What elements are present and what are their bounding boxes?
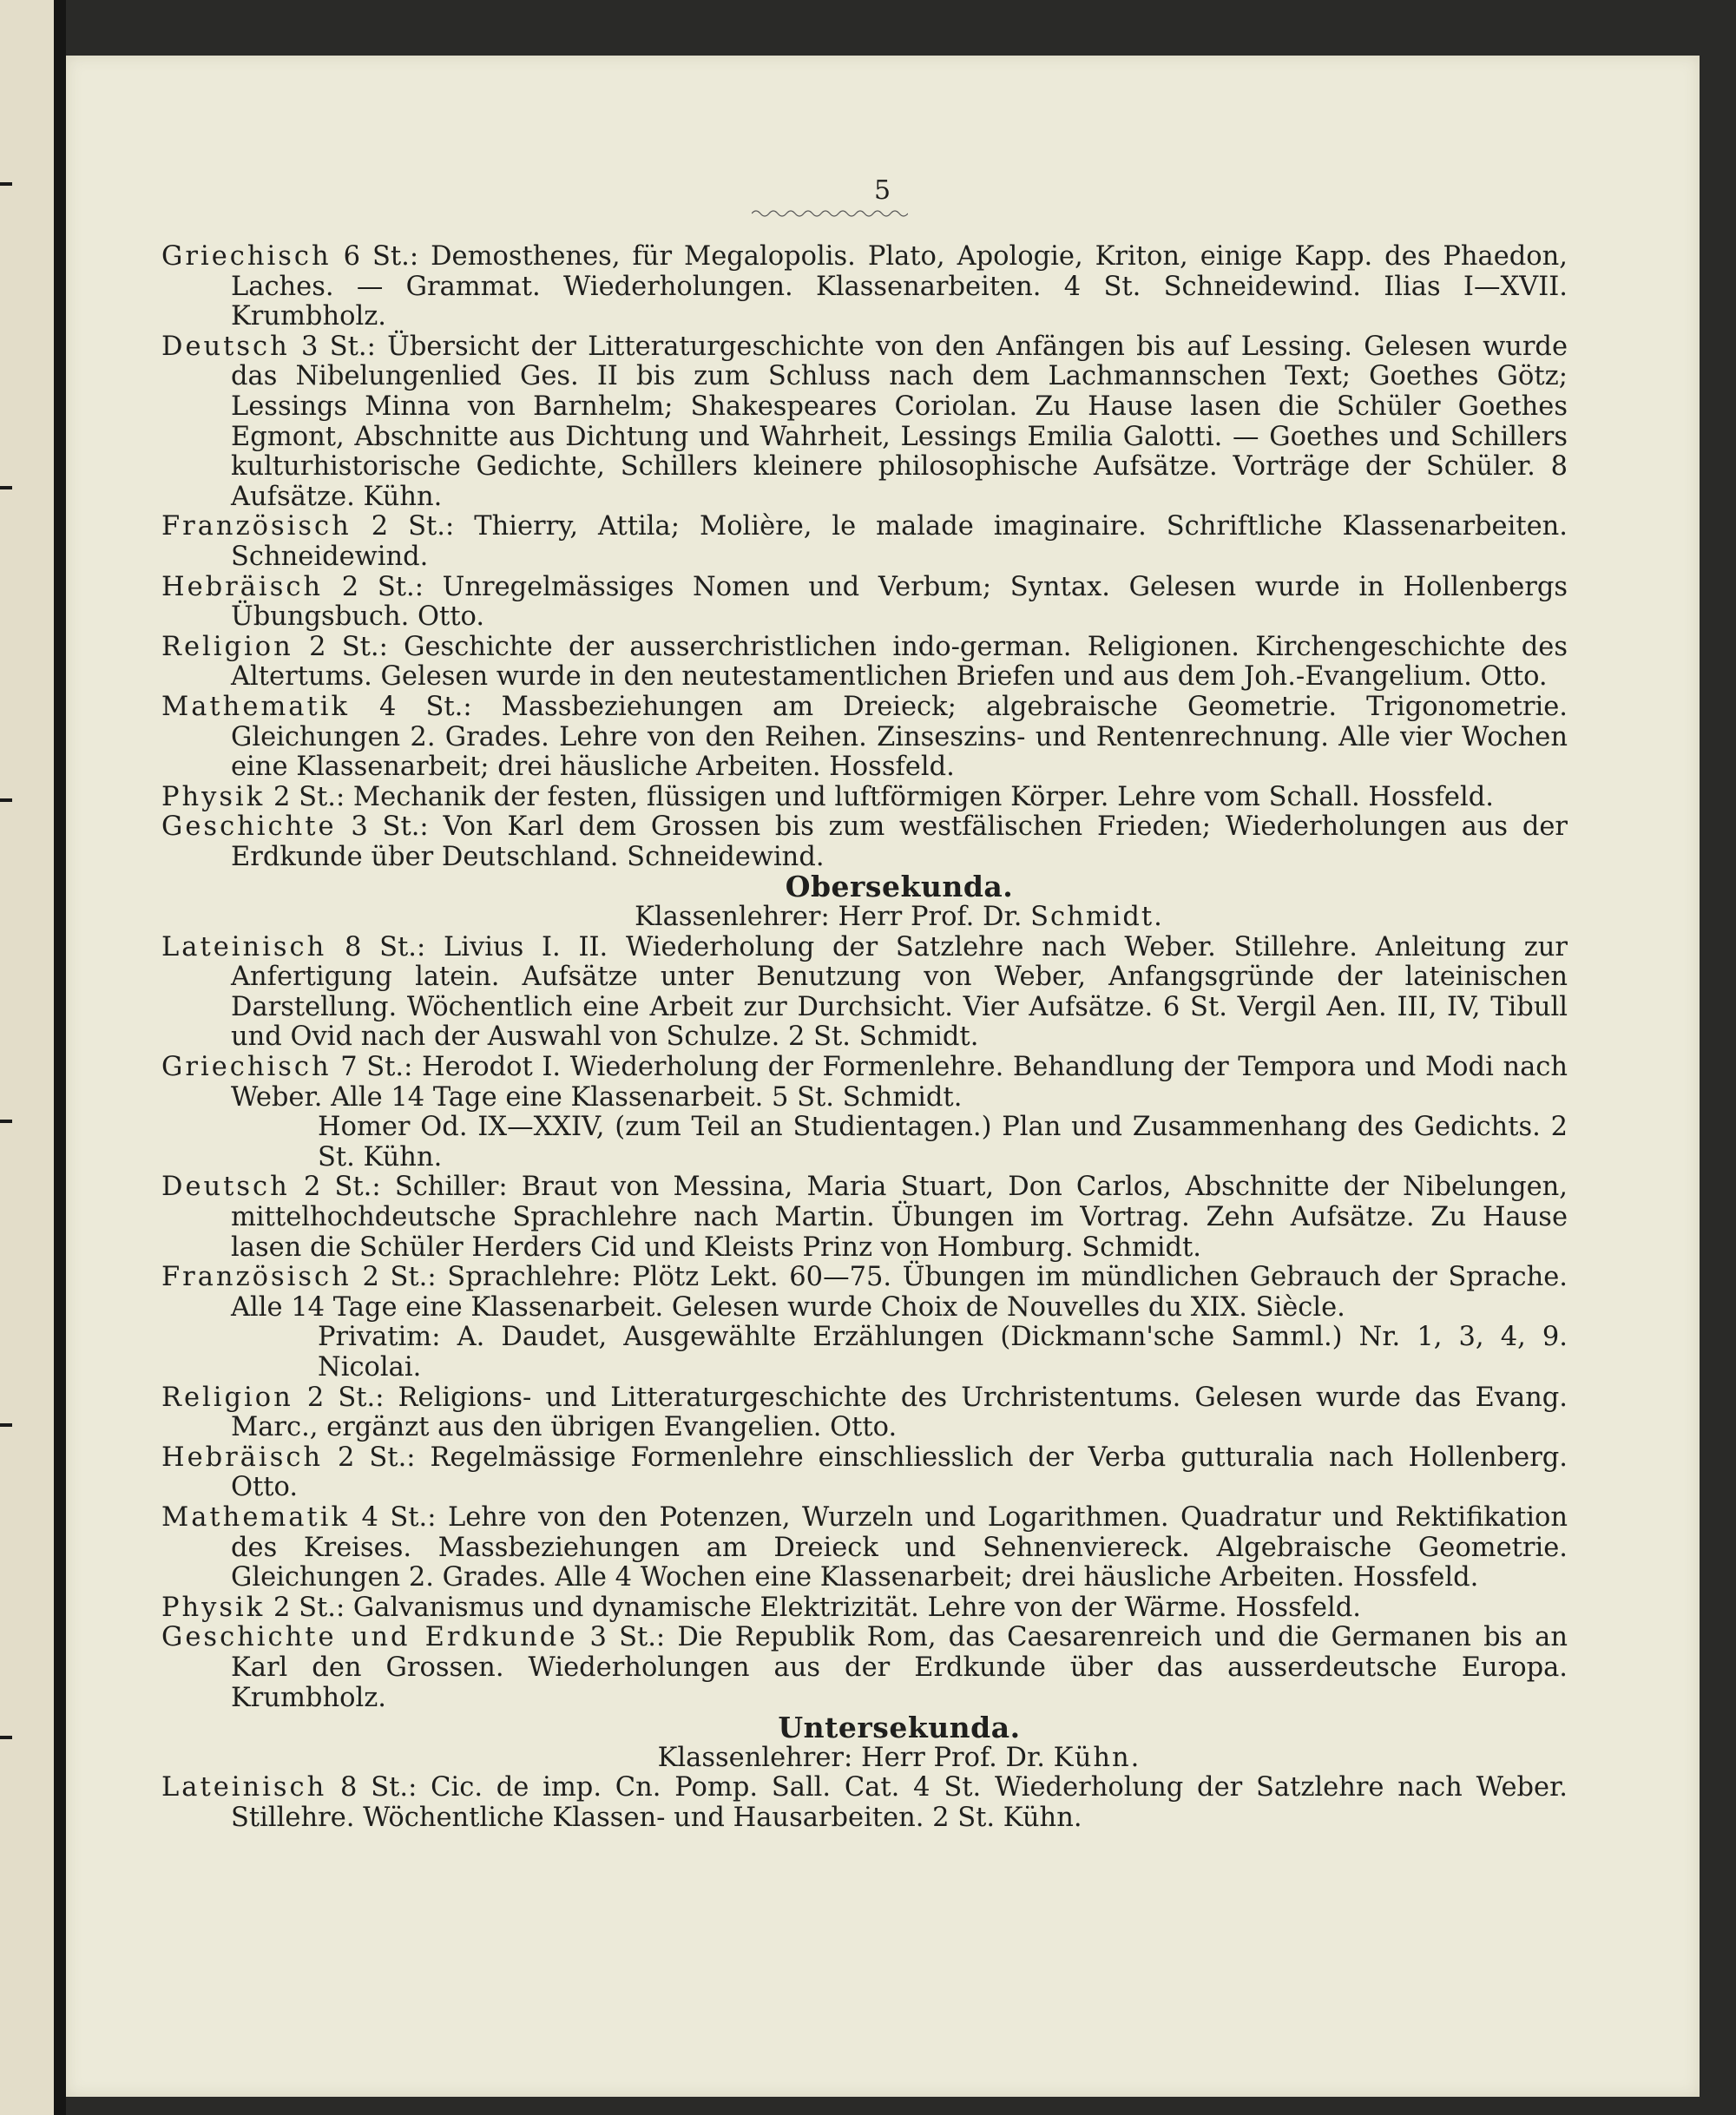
subject-name: Physik: [161, 781, 266, 812]
curriculum-entry: [161, 1443, 1568, 1503]
section-title-obersekunda: Obersekunda.: [785, 870, 1014, 904]
entry-text: 2 St.: Unregelmässiges Nomen und Verbum; Syntax. Gelesen wurde in Hollenbergs Übungsbuch. Otto.: [231, 571, 1568, 633]
curriculum-entry: [161, 633, 1568, 693]
prima-entries: [161, 242, 1568, 872]
entry-text: 8 St.: Cic. de imp. Cn. Pomp. Sall. Cat. 4 St. Wiederholung der Satzlehre nach Weber. Stillehre. Wöchentliche Klassen- und Hausarbeiten. 2 St. Kühn.: [231, 1772, 1568, 1833]
page-number: 5: [873, 175, 892, 206]
curriculum-entry: [161, 573, 1568, 633]
entry-text: 6 St.: Demosthenes, für Megalopolis. Plato, Apologie, Kriton, einige Kapp. des Phaedon, Laches. — Grammat. Wiederholungen. Klassenarbeiten. 4 St. Schneidewind. Ilias I—XVII. Krumbholz.: [231, 241, 1568, 332]
curriculum-entry: [161, 812, 1568, 872]
entry-text: 4 St.: Lehre von den Potenzen, Wurzeln und Logarithmen. Quadratur und Rektifikation des Kreises. Massbeziehungen am Dreieck und Sehnenviereck. Algebraische Geometrie. Gleichungen 2. Grades. Alle 4 Wochen eine Klassenarbeit; drei häusliche Arbeiten. Hossfeld.: [231, 1501, 1568, 1593]
curriculum-entry: [161, 1593, 1568, 1624]
binding-mark: [0, 486, 12, 489]
subject-name: Geschichte und Erdkunde: [161, 1622, 578, 1653]
entry-text: 2 St.: Geschichte der ausserchristlichen indo-german. Religionen. Kirchengeschichte des Altertums. Gelesen wurde in den neutestamentlichen Briefen und aus dem Joh.-Evangelium. Otto.: [231, 631, 1568, 693]
document-page: [66, 56, 1700, 2097]
entry-text: 2 St.: Sprachlehre: Plötz Lekt. 60—75. Übungen im mündlichen Gebrauch der Sprache. Alle 14 Tage eine Klassenarbeit. Gelesen wurde Choix de Nouvelles du XIX. Siècle.: [231, 1262, 1568, 1323]
teacher-name: Kühn.: [1053, 1742, 1141, 1773]
teacher-label: Klassenlehrer: Herr Prof. Dr.: [635, 902, 1031, 933]
curriculum-entry: [161, 1383, 1568, 1443]
subject-name: Französisch: [161, 1262, 352, 1293]
binding-mark: [0, 1423, 12, 1427]
entry-text: 3 St.: Die Republik Rom, das Caesarenreich und die Germanen bis an Karl den Grossen. Wiederholungen aus der Erdkunde über das ausserdeutsche Europa. Krumbholz.: [231, 1622, 1568, 1713]
subject-name: Hebräisch: [161, 571, 324, 602]
class-teacher-untersekunda: [161, 1744, 1568, 1774]
obersekunda-entries: [161, 933, 1568, 1713]
untersekunda-entries: [161, 1773, 1568, 1833]
binding-mark: [0, 798, 12, 802]
curriculum-entry: [161, 933, 1568, 1053]
subject-name: Französisch: [161, 511, 352, 542]
curriculum-entry: [161, 1503, 1568, 1593]
subject-name: Griechisch: [161, 1052, 332, 1083]
subject-name: Hebräisch: [161, 1442, 324, 1473]
entry-text: Homer Od. IX—XXIV, (zum Teil an Studientagen.) Plan und Zusammenhang des Gedichts. 2 St. Kühn.: [318, 1112, 1568, 1172]
subject-name: Religion: [161, 1382, 293, 1413]
curriculum-entry: [161, 1053, 1568, 1113]
previous-page-edge: [0, 0, 54, 2115]
entry-extra-note: Privatim: A. Daudet, Ausgewählte Erzählungen (Dickmann'sche Samml.) Nr. 1, 3, 4, 9. Nicolai.: [318, 1322, 1568, 1383]
wavy-rule-ornament: [752, 208, 908, 219]
teacher-label: Klassenlehrer: Herr Prof. Dr.: [657, 1742, 1054, 1773]
entry-text: 2 St.: Regelmässige Formenlehre einschliesslich der Verba gutturalia nach Hollenberg. Otto.: [231, 1442, 1568, 1503]
binding-mark: [0, 182, 12, 186]
entry-text: 3 St.: Übersicht der Litteraturgeschichte von den Anfängen bis auf Lessing. Gelesen wurde das Nibelungenlied Ges. II bis zum Schluss nach dem Lachmannschen Text; Goethes Götz; Lessings Minna von Barnhelm; Shakespeares Coriolan. Zu Hause lasen die Schüler Goethes Egmont, Abschnitte aus Dichtung und Wahrheit, Lessings Emilia Galotti. — Goethes und Schillers kulturhistorische Gedichte, Schillers kleinere philosophische Aufsätze. Vorträge der Schüler. 8 Aufsätze. Kühn.: [231, 331, 1568, 512]
teacher-name: Schmidt.: [1030, 902, 1164, 933]
entry-text: 2 St.: Thierry, Attila; Molière, le malade imaginaire. Schriftliche Klassenarbeiten. Schneidewind.: [231, 511, 1568, 572]
entry-text: 3 St.: Von Karl dem Grossen bis zum westfälischen Frieden; Wiederholungen aus der Erdkunde über Deutschland. Schneidewind.: [231, 811, 1568, 872]
entry-text: 2 St.: Schiller: Braut von Messina, Maria Stuart, Don Carlos, Abschnitte der Nibelungen, mittelhochdeutsche Sprachlehre nach Martin. Übungen im Vortrag. Zehn Aufsätze. Zu Hause lasen die Schüler Herders Cid und Kleists Prinz von Homburg. Schmidt.: [231, 1172, 1568, 1263]
class-teacher-obersekunda: [161, 903, 1568, 933]
curriculum-entry: [161, 693, 1568, 783]
document-body: [161, 242, 1568, 1833]
curriculum-entry: [161, 783, 1568, 813]
subject-name: Physik: [161, 1592, 266, 1623]
subject-name: Griechisch: [161, 241, 332, 272]
entry-text: 2 St.: Mechanik der festen, flüssigen und luftförmigen Körper. Lehre vom Schall. Hossfeld.: [265, 781, 1494, 812]
subject-name: Lateinisch: [161, 1772, 327, 1803]
entry-text: 2 St.: Galvanismus und dynamische Elektrizität. Lehre von der Wärme. Hossfeld.: [265, 1592, 1361, 1623]
curriculum-entry: [161, 1172, 1568, 1263]
subject-name: Mathematik: [161, 691, 350, 722]
entry-text: 7 St.: Herodot I. Wiederholung der Formenlehre. Behandlung der Tempora und Modi nach Weber. Alle 14 Tage eine Klassenarbeit. 5 St. Schmidt.: [231, 1052, 1568, 1113]
subject-name: Mathematik: [161, 1501, 350, 1533]
subject-name: Religion: [161, 631, 293, 662]
binding-mark: [0, 1736, 12, 1739]
entry-text: 4 St.: Massbeziehungen am Dreieck; algebraische Geometrie. Trigonometrie. Gleichungen 2. Grades. Lehre von den Reihen. Zinseszins- und Rentenrechnung. Alle vier Wochen eine Klassenarbeit; drei häusliche Arbeiten. Hossfeld.: [231, 691, 1568, 783]
curriculum-entry: [161, 1263, 1568, 1323]
subject-name: Lateinisch: [161, 931, 327, 962]
entry-text: 8 St.: Livius I. II. Wiederholung der Satzlehre nach Weber. Stillehre. Anleitung zur Anfertigung latein. Aufsätze unter Benutzung von Weber, Anfangsgründe der lateinischen Darstellung. Wöchentlich eine Arbeit zur Durchsicht. Vier Aufsätze. 6 St. Vergil Aen. III, IV, Tibull und Ovid nach der Auswahl von Schulze. 2 St. Schmidt.: [231, 931, 1568, 1053]
curriculum-entry: [161, 512, 1568, 572]
curriculum-entry: [161, 332, 1568, 513]
curriculum-entry: [161, 1773, 1568, 1833]
curriculum-entry-continuation: [161, 1113, 1568, 1172]
section-title-untersekunda: Untersekunda.: [778, 1711, 1021, 1745]
curriculum-entry: [161, 242, 1568, 332]
curriculum-entry: [161, 1623, 1568, 1713]
subject-name: Geschichte: [161, 811, 337, 843]
entry-text: 2 St.: Religions- und Litteraturgeschichte des Urchristentums. Gelesen wurde das Evang. Marc., ergänzt aus den übrigen Evangelien. Otto.: [231, 1382, 1568, 1443]
subject-name: Deutsch: [161, 1172, 290, 1203]
subject-name: Deutsch: [161, 331, 290, 362]
scan-gutter: [54, 0, 66, 2115]
binding-mark: [0, 1120, 12, 1123]
